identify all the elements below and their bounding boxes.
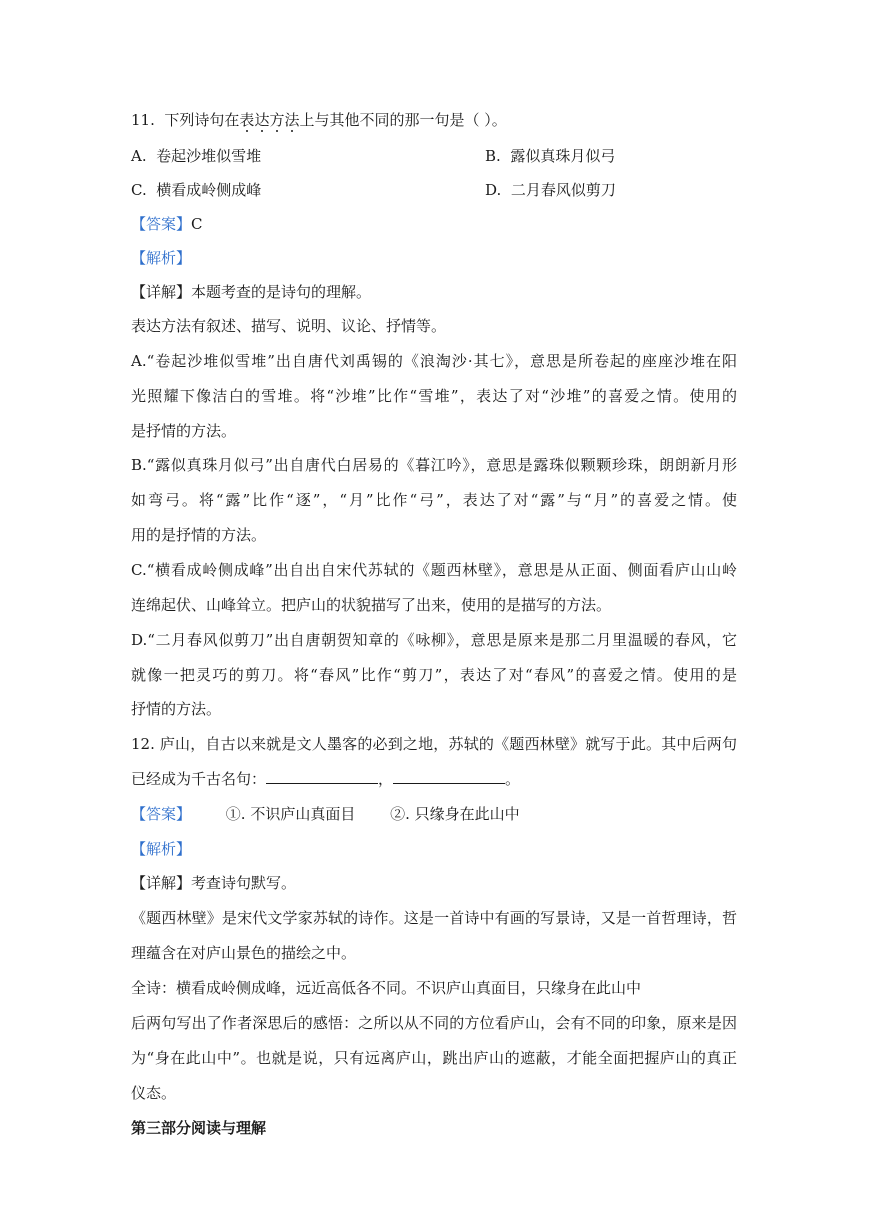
q12-analysis-tag: 【解析】 bbox=[131, 840, 192, 858]
q11-answer-value: C bbox=[191, 215, 203, 233]
q12-answer-2: ②. 只缘身在此山中 bbox=[390, 805, 520, 823]
q11-number: 11. bbox=[131, 111, 155, 129]
q11-detail-line: 连绵起伏、山峰耸立。把庐山的状貌描写了出来，使用的是描写的方法。 bbox=[131, 596, 612, 614]
q11-stem-after: 上与其他不同的那一句是（ ）。 bbox=[299, 111, 507, 129]
q11-option-c: C. 横看成岭侧成峰 bbox=[131, 181, 262, 199]
q11-option-a: A. 卷起沙堆似雪堆 bbox=[131, 147, 262, 165]
q12-detail-line: 理蕴含在对庐山景色的描绘之中。 bbox=[131, 944, 357, 962]
q11-analysis-tag: 【解析】 bbox=[131, 249, 192, 267]
q11-detail-line: 光照耀下像洁白的雪堆。将“沙堆”比作“雪堆”，表达了对“沙堆”的喜爱之情。使用的 bbox=[131, 387, 737, 405]
q12-answer bbox=[131, 802, 520, 826]
section-title: 第三部分阅读与理解 bbox=[131, 1119, 267, 1137]
q11-stem-before: 下列诗句在 bbox=[164, 111, 240, 129]
q11-stem-dotted bbox=[239, 111, 299, 129]
q11-detail-line: D.“二月春风似剪刀”出自唐朝贺知章的《咏柳》，意思是原来是那二月里温暖的春风，它 bbox=[131, 631, 737, 649]
answer-blank-1[interactable] bbox=[266, 769, 378, 784]
q12-answer-1: ①. 不识庐山真面目 bbox=[225, 805, 356, 823]
q12-stem-line2: 已经成为千古名句： ， 。 bbox=[131, 770, 521, 788]
answer-tag: 【答案】 bbox=[131, 805, 192, 823]
q11-detail-line: 用的是抒情的方法。 bbox=[131, 526, 267, 544]
q12-detail-line: 全诗：横看成岭侧成峰，远近高低各不同。不识庐山真面目，只缘身在此山中 bbox=[131, 979, 642, 997]
emphasis-char: 表 bbox=[239, 111, 255, 129]
q12-number: 12. bbox=[131, 735, 155, 753]
q12-detail-line: 仪态。 bbox=[131, 1084, 177, 1102]
detail-tag: 【详解】 bbox=[131, 283, 192, 301]
q11-detail-line: 就像一把灵巧的剪刀。将“春风”比作“剪刀”，表达了对“春风”的喜爱之情。使用的是 bbox=[131, 666, 737, 684]
q11-detail-line: 表达方法有叙述、描写、说明、议论、抒情等。 bbox=[131, 317, 447, 335]
emphasis-char: 法 bbox=[284, 111, 300, 129]
q12-detail-line: 后两句写出了作者深思后的感悟：之所以从不同的方位看庐山，会有不同的印象，原来是因 bbox=[131, 1014, 737, 1032]
q12-detail-line: 《题西林壁》是宋代文学家苏轼的诗作。这是一首诗中有画的写景诗，又是一首哲理诗，哲 bbox=[131, 909, 737, 927]
q11-answer bbox=[131, 212, 203, 236]
q12-detail-first: 【详解】考查诗句默写。 bbox=[131, 874, 297, 892]
q11-option-d: D. 二月春风似剪刀 bbox=[485, 181, 616, 199]
q11-detail-line: B.“露似真珠月似弓”出自唐代白居易的《暮江吟》，意思是露珠似颗颗珍珠，朗朗新月形 bbox=[131, 456, 737, 474]
emphasis-char: 方 bbox=[269, 111, 285, 129]
q11-stem bbox=[131, 108, 507, 132]
emphasis-char: 达 bbox=[254, 111, 270, 129]
q11-detail-line: 抒情的方法。 bbox=[131, 700, 222, 718]
answer-tag: 【答案】 bbox=[131, 215, 192, 233]
q11-option-b: B. 露似真珠月似弓 bbox=[485, 147, 616, 165]
q12-detail-line: 为“身在此山中”。也就是说，只有远离庐山，跳出庐山的遮蔽，才能全面把握庐山的真正 bbox=[131, 1049, 737, 1067]
q11-detail-line: 如弯弓。将“露”比作“逐”，“月”比作“弓”，表达了对“露”与“月”的喜爱之情。使 bbox=[131, 491, 737, 509]
detail-tag: 【详解】 bbox=[131, 874, 192, 892]
q11-detail-line: C.“横看成岭侧成峰”出自出自宋代苏轼的《题西林壁》，意思是从正面、侧面看庐山山岭 bbox=[131, 561, 737, 579]
answer-blank-2[interactable] bbox=[393, 769, 505, 784]
q12-stem: 12. 庐山，自古以来就是文人墨客的必到之地，苏轼的《题西林壁》就写于此。其中后两句 bbox=[131, 735, 737, 753]
q11-detail-first: 【详解】本题考查的是诗句的理解。 bbox=[131, 283, 372, 301]
q11-detail-line: 是抒情的方法。 bbox=[131, 422, 237, 440]
q11-detail-line: A.“卷起沙堆似雪堆”出自唐代刘禹锡的《浪淘沙·其七》，意思是所卷起的座座沙堆在阳 bbox=[131, 352, 737, 370]
